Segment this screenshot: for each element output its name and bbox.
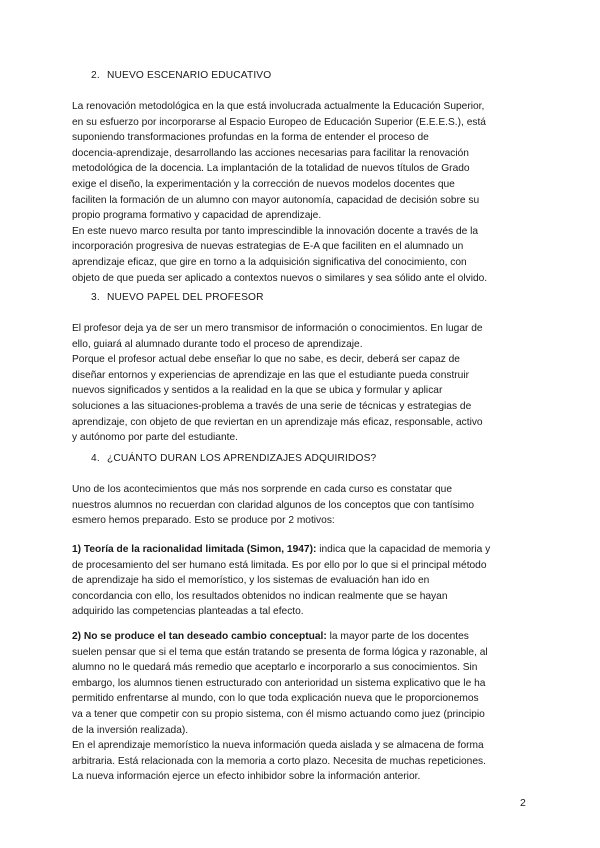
text-line: permitido enfrentarse al mundo, con lo que toda explicación nueva que le proporcionemos [72, 693, 479, 705]
text-line: aprendizaje eficaz, que gire en torno a la adquisición significativa del conocimiento, con [72, 256, 467, 268]
text-line: La renovación metodológica en la que está involucrada actualmente la Educación Superior, [72, 101, 485, 112]
text-line: La nueva información ejerce un efecto inhibidor sobre la información anterior. [72, 771, 421, 783]
text-line: aprendizaje, con objeto de que reviertan en un aprendizaje más eficaz, responsable, activo [72, 416, 483, 428]
text-line: En el aprendizaje memorístico la nueva información queda aislada y se almacena de forma [72, 740, 484, 752]
section-title: NUEVO ESCENARIO EDUCATIVO [107, 70, 272, 81]
motivo-1-title: 1) Teoría de la racionalidad limitada (Simon, 1947): [72, 544, 317, 555]
text-line: objeto de que pueda ser aplicado a contextos nuevos o similares y sea sólido ante el olvido. [72, 272, 488, 284]
text-line: ello, guiará al alumnado durante todo el proceso de aprendizaje. [72, 338, 363, 350]
section-number: 2. [91, 70, 100, 81]
text-line: embargo, los alumnos tienen estructurado con anterioridad un sistema explicativo que le ha [72, 677, 486, 689]
profesor-paragraph [72, 321, 534, 446]
text-line: suponiendo transformaciones profundas en la forma de entender el proceso de [72, 132, 429, 144]
text-line: Uno de los acontecimientos que más nos sorprende en cada curso es constatar que [72, 484, 452, 495]
text-line: En este nuevo marco resulta por tanto imprescindible la innovación docente a través de la [72, 225, 479, 237]
text-line: esmero hemos preparado. Esto se produce por 2 motivos: [72, 515, 335, 527]
text-line: y autónomo por parte del estudiante. [72, 432, 238, 444]
text-line: propio programa formativo y capacidad de aprendizaje. [72, 210, 322, 222]
text-line: diseñar entornos y experiencias de aprendizaje en las que el estudiante pueda construir [72, 369, 470, 381]
text-line: faciliten la formación de un alumno con mayor autonomía, capacidad de decisión sobre su [72, 194, 480, 206]
motivo-1-paragraph [72, 542, 534, 620]
text-line: alumno no le quedará más remedio que aceptarlo e incorporarlo a sus conocimientos. Sin [72, 662, 478, 674]
section-heading-profesor [91, 292, 264, 303]
section-title: ¿CUÁNTO DURAN LOS APRENDIZAJES ADQUIRIDOS? [107, 453, 377, 464]
text-line: docencia-aprendizaje, desarrollando las acciones necesarias para facilitar la renovación [72, 147, 469, 159]
text-line [72, 542, 534, 558]
text-line: adquirido las competencias planteadas a tal efecto. [72, 606, 304, 618]
text-line: suelen pensar que si el tema que están tratando se presenta de forma lógica y razonable, al [72, 646, 488, 658]
motivo-1-rest: indica que la capacidad de memoria y [316, 544, 491, 555]
text-line [72, 629, 534, 645]
text-line: nuevos significados y sentidos a la realidad en la que se ubica y formular y aplicar [72, 385, 443, 397]
text-line: de procesamiento del ser humano está limitada. Es por ello por lo que si el principal método [72, 559, 487, 571]
text-line: El profesor deja ya de ser un mero transmisor de información o conocimientos. En lugar de [72, 323, 483, 334]
section-heading-escenario [91, 70, 271, 81]
text-line: va a tener que competir con su propio sistema, con él mismo actuando como juez (principio [72, 708, 485, 720]
text-line: arbitraria. Está relacionada con la memoria a corto plazo. Necesita de muchas repeticiones. [72, 755, 486, 767]
motivo-2-rest: la mayor parte de los docentes [326, 631, 469, 642]
section-number: 4. [91, 453, 100, 464]
text-line: soluciones a las situaciones-problema a través de una serie de técnicas y estrategias de [72, 400, 472, 412]
text-line: en su esfuerzo por incorporarse al Espacio Europeo de Educación Superior (E.E.E.S.), está [72, 116, 486, 128]
text-line: de aprendizaje ha sido el memorístico, y los sistemas de evaluación han ido en [72, 575, 430, 587]
motivo-2-paragraph [72, 629, 534, 785]
section-heading-duracion [91, 453, 376, 464]
text-line: concordancia con ello, los resultados obtenidos no indican realmente que se hayan [72, 590, 448, 602]
text-line: de la inversión realizada). [72, 724, 189, 736]
text-line: nuestros alumnos no recuerdan con claridad algunos de los conceptos que con tantísimo [72, 499, 475, 511]
page-number: 2 [520, 797, 526, 809]
text-line: Porque el profesor actual debe enseñar lo que no sabe, es decir, deberá ser capaz de [72, 354, 460, 366]
section-title: NUEVO PAPEL DEL PROFESOR [107, 292, 264, 303]
section-number: 3. [91, 292, 100, 303]
escenario-paragraph [72, 99, 534, 286]
text-line: metodológica de la docencia. La implantación de la totalidad de nuevos títulos de Grado [72, 163, 470, 175]
text-line: exige el diseño, la experimentación y la corrección de nuevos modelos docentes que [72, 178, 455, 190]
duracion-intro-paragraph [72, 482, 534, 529]
motivo-2-title: 2) No se produce el tan deseado cambio conceptual: [72, 631, 327, 642]
text-line: incorporación progresiva de nuevas estrategias de E-A que faciliten en el alumnado un [72, 241, 464, 253]
